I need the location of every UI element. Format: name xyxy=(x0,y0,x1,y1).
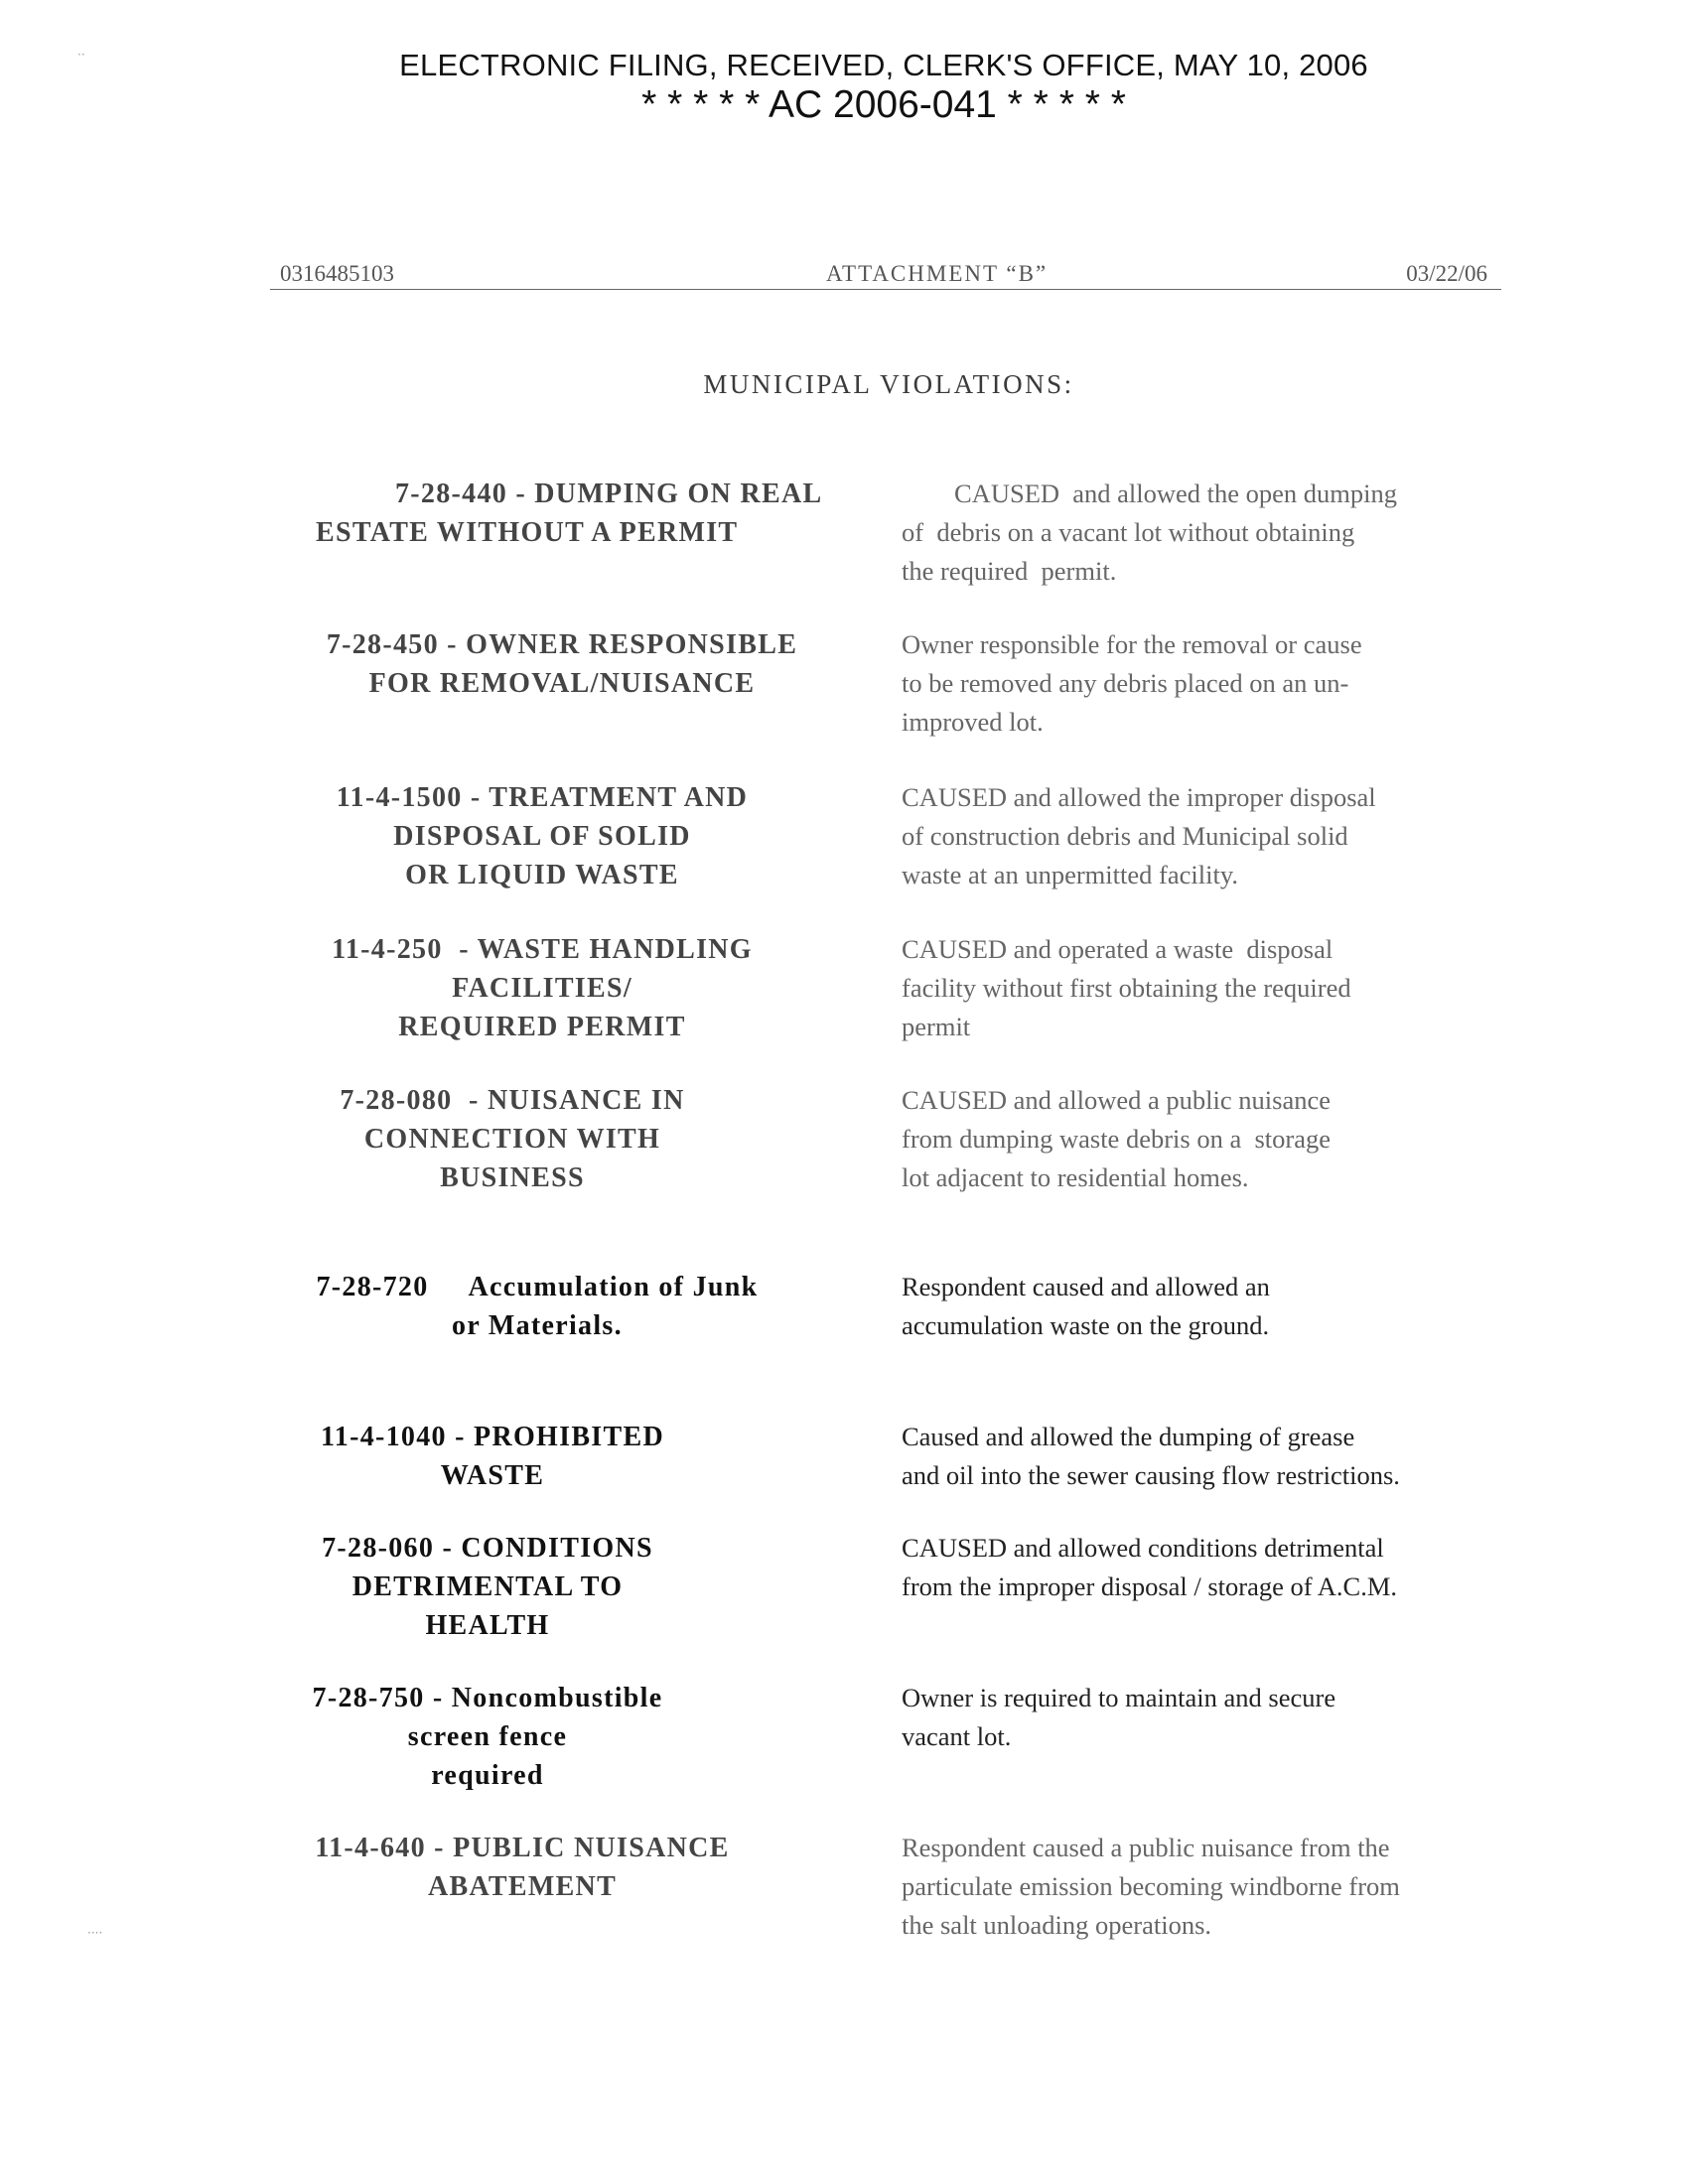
violation-code: 7-28-080 - NUISANCE IN CONNECTION WITH BUSINESS xyxy=(340,1085,685,1193)
violation-description: CAUSED and allowed the improper disposal of construction debris and Municipal solid waste at an unpermitted facility. xyxy=(902,782,1376,889)
violation-description: Respondent caused a public nuisance from the particulate emission becoming windborne from the salt unloading operations. xyxy=(902,1833,1400,1940)
violation-description: Owner is required to maintain and secure vacant lot. xyxy=(902,1683,1336,1751)
violation-code: 7-28-720 Accumulation of Junk or Materials. xyxy=(316,1272,759,1341)
violation-description: CAUSED and operated a waste disposal facility without first obtaining the required permit xyxy=(902,934,1351,1041)
violation-code: 7-28-750 - Noncombustible screen fence required xyxy=(312,1683,663,1791)
violation-code: 7-28-450 - OWNER RESPONSIBLE FOR REMOVAL/NUISANCE xyxy=(326,629,798,699)
header-date: 03/22/06 xyxy=(1406,261,1487,286)
violation-description: CAUSED and allowed the open dumping of debris on a vacant lot without obtaining the required permit. xyxy=(902,478,1398,586)
violation-code: 11-4-640 - PUBLIC NUISANCE ABATEMENT xyxy=(315,1833,730,1902)
violation-description: Respondent caused and allowed an accumulation waste on the ground. xyxy=(902,1272,1270,1340)
violation-description: CAUSED and allowed a public nuisance from dumping waste debris on a storage lot adjacent to residential homes. xyxy=(902,1085,1331,1192)
violation-code: 11-4-1040 - PROHIBITED WASTE xyxy=(321,1422,664,1491)
violation-code: 11-4-1500 - TREATMENT AND DISPOSAL OF SOLID OR LIQUID WASTE xyxy=(336,782,749,890)
header-document-number: 0316485103 xyxy=(280,261,394,286)
header-attachment-label: ATTACHMENT “B” xyxy=(826,261,1049,286)
scan-speck: ·· xyxy=(77,48,85,62)
violation-code: 11-4-250 - WASTE HANDLING FACILITIES/ REQUIRED PERMIT xyxy=(332,934,753,1042)
section-title: MUNICIPAL VIOLATIONS: xyxy=(703,369,1074,399)
violation-description: Owner responsible for the removal or cause to be removed any debris placed on an un- improved lot. xyxy=(902,629,1362,737)
violation-description: CAUSED and allowed conditions detrimental from the improper disposal / storage of A.C.M. xyxy=(902,1533,1398,1601)
case-number-stamp: * * * * * AC 2006-041 * * * * * xyxy=(641,83,1126,126)
attachment-header xyxy=(270,255,1501,290)
filing-stamp-line: ELECTRONIC FILING, RECEIVED, CLERK'S OFFICE, MAY 10, 2006 xyxy=(399,48,1368,82)
violation-code: 7-28-440 - DUMPING ON REAL ESTATE WITHOUT A PERMIT xyxy=(316,478,823,548)
violation-code: 7-28-060 - CONDITIONS DETRIMENTAL TO HEALTH xyxy=(322,1533,653,1641)
scan-speck: ···· xyxy=(87,1926,103,1940)
violation-description: Caused and allowed the dumping of grease and oil into the sewer causing flow restrictions. xyxy=(902,1422,1400,1490)
